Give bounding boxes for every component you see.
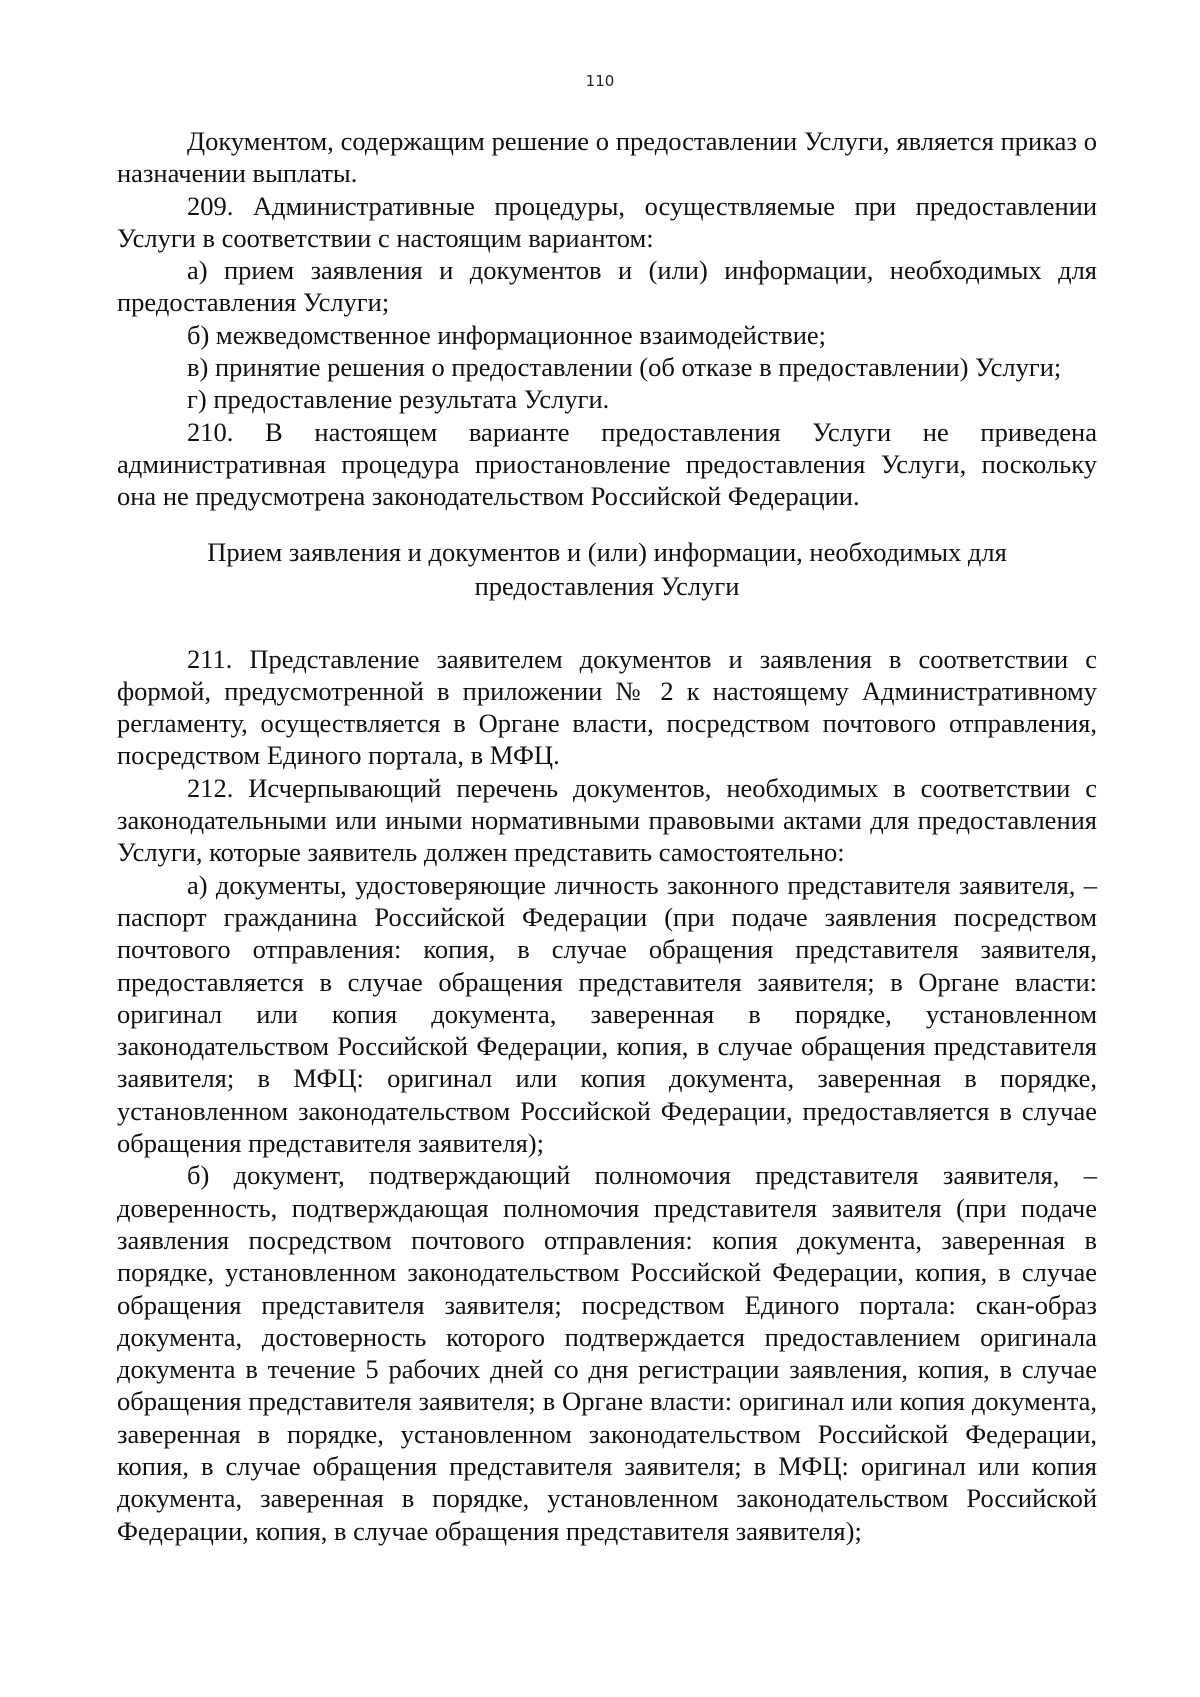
list-item-212-a: а) документы, удостоверяющие личность законного представителя заявителя, – паспорт гражданина Российской Федерации (при подаче заявления посредством почтового отправления: копия, в случае обращения представителя заявителя, предоставляется в случае обращения представителя заявителя; в Органе власти: оригинал или копия документа, заверенная в порядке, установленном законодательством Российской Федерации, копия, в случае обращения представителя заявителя; в МФЦ: оригинал или копия документа, заверенная в порядке, установленном законодательством Российской Федерации, предоставляется в случае обращения представителя заявителя); bbox=[117, 869, 1097, 1159]
list-item-209-v: в) принятие решения о предоставлении (об отказе в предоставлении) Услуги; bbox=[187, 352, 1062, 383]
list-item-212-b: б) документ, подтверждающий полномочия представителя заявителя, – доверенность, подтверждающая полномочия представителя заявителя (при подаче заявления посредством почтового отправления: копия документа, заверенная в порядке, установленном законодательством Российской Федерации, копия, в случае обращения представителя заявителя; посредством Единого портала: скан-образ документа, достоверность которого подтверждается предоставлением оригинала документа в течение 5 рабочих дней со дня регистрации заявления, копия, в случае обращения представителя заявителя; в Органе власти: оригинал или копия документа, заверенная в порядке, установленном законодательством Российской Федерации, копия, в случае обращения представителя заявителя; в МФЦ: оригинал или копия документа, заверенная в порядке, установленном законодательством Российской Федерации, копия, в случае обращения представителя заявителя); bbox=[117, 1160, 1097, 1546]
paragraph-212: 212. Исчерпывающий перечень документов, необходимых в соответствии с законодательными или иными нормативными правовыми актами для предоставления Услуги, которые заявитель должен представить самостоятельно: bbox=[117, 772, 1097, 868]
paragraph-decision-document: Документом, содержащим решение о предоставлении Услуги, является приказ о назначении выплаты. bbox=[117, 126, 1097, 189]
document-body bbox=[117, 125, 1097, 1547]
section-heading: Прием заявления и документов и (или) информации, необходимых для предоставления Услуги bbox=[207, 536, 1007, 601]
list-item-209-g: г) предоставление результата Услуги. bbox=[187, 384, 610, 415]
paragraph-209: 209. Административные процедуры, осуществляемые при предоставлении Услуги в соответствии с настоящим вариантом: bbox=[117, 190, 1097, 253]
page-number: 110 bbox=[585, 72, 615, 90]
paragraph-210: 210. В настоящем варианте предоставления Услуги не приведена административная процедура приостановление предоставления Услуги, поскольку она не предусмотрена законодательством Российской Федерации. bbox=[117, 416, 1097, 512]
list-item-209-a: а) прием заявления и документов и (или) информации, необходимых для предоставления Услуги; bbox=[117, 255, 1097, 318]
list-item-209-b: б) межведомственное информационное взаимодействие; bbox=[187, 319, 827, 350]
paragraph-211: 211. Представление заявителем документов и заявления в соответствии с формой, предусмотренной в приложении № 2 к настоящему Административному регламенту, осуществляется в Органе власти, посредством почтового отправления, посредством Единого портала, в МФЦ. bbox=[117, 643, 1097, 771]
